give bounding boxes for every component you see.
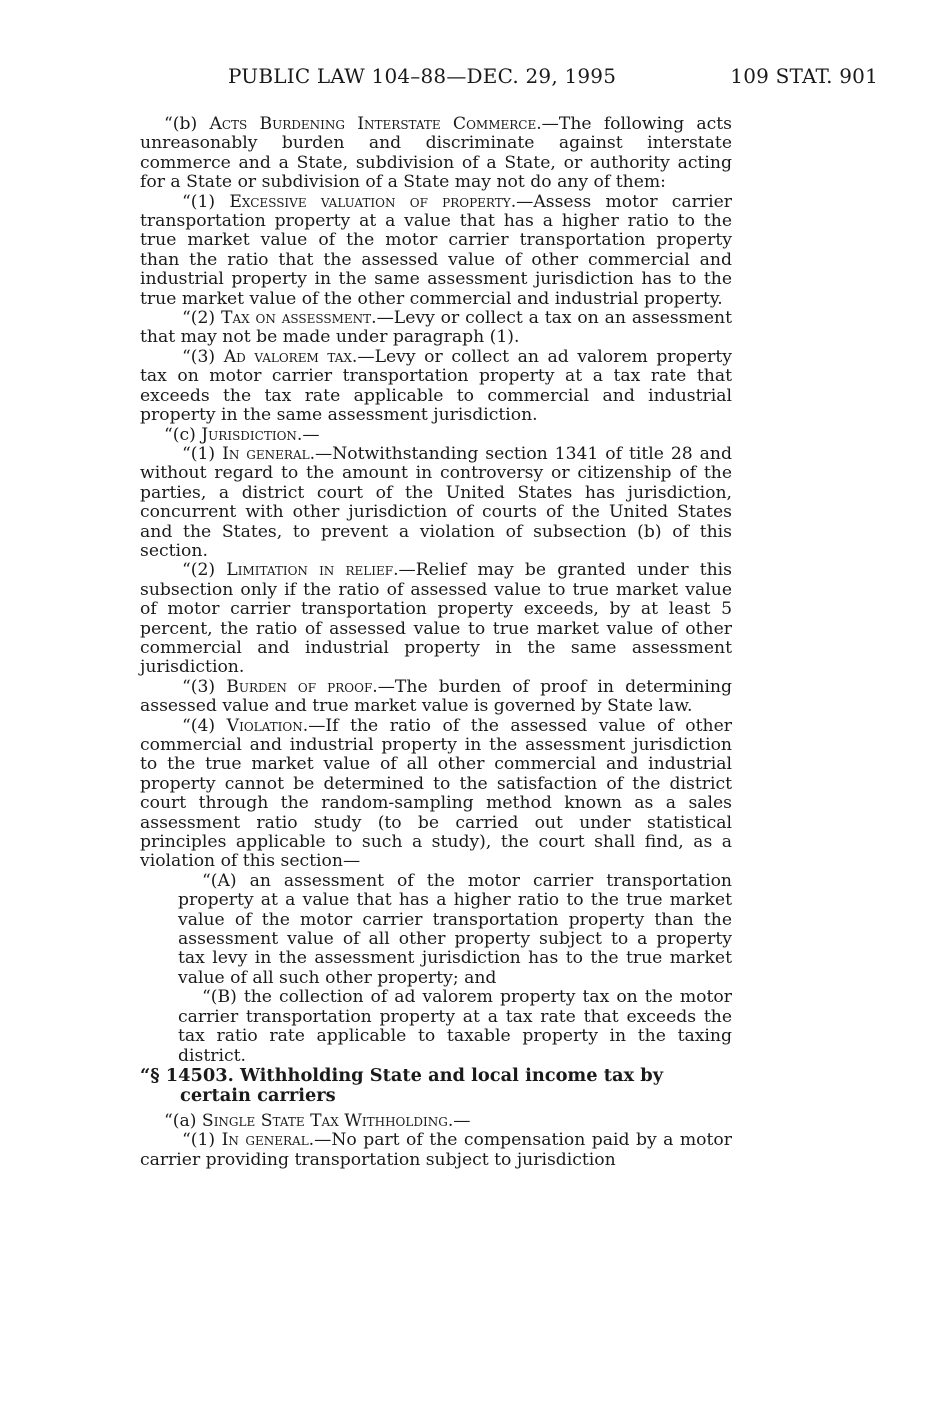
paragraph-b3-heading: Ad valorem tax [223, 346, 352, 367]
subsection-c-lead: “(c) [164, 424, 202, 445]
statute-page-number: 109 STAT. 901 [730, 64, 878, 88]
paragraph-c2-heading: Limitation in relief [226, 560, 394, 581]
paragraph-c4-heading: Violation [226, 715, 303, 736]
paragraph-b1-heading: Excessive valuation of property [229, 191, 511, 212]
paragraph-a1-text: .—No part of the compensation paid by a motor carrier providing transportation subject to jurisdiction [140, 1130, 732, 1170]
subsection-a-heading: Single State Tax Withholding [201, 1110, 448, 1131]
paragraph-c2-text: .—Relief may be granted under this subsection only if the ratio of assessed value to true market value of motor carrier transportation property exceeds, by at least 5 percent, the ratio of assessed value to true market value of other commercial and industrial property in the same assessment jurisdiction. [140, 560, 732, 678]
subsection-b-text: .—The following acts unreasonably burden and discriminate against interstate commerce and a State, subdivision of a State, or authority acting for a State or subdivision of a State may not do any of them: [140, 114, 732, 193]
paragraph-c2 [140, 561, 732, 677]
subsection-a [140, 1112, 732, 1131]
paragraph-b2-lead: “(2) [182, 308, 221, 329]
paragraph-c3-lead: “(3) [182, 676, 227, 697]
paragraph-c1-heading: In general [222, 443, 310, 464]
subsection-b [140, 115, 732, 193]
paragraph-c3-heading: Burden of proof [226, 676, 373, 697]
subsection-c-text: .— [296, 424, 320, 445]
paragraph-b3-text: .—Levy or collect an ad valorem property tax on motor carrier transportation property at a tax rate that exceeds the tax rate applicable to commercial and industrial property in the same assessment jurisdiction. [140, 346, 732, 426]
subsection-a-lead: “(a) [164, 1110, 202, 1131]
public-law-citation: PUBLIC LAW 104–88—DEC. 29, 1995 [228, 64, 617, 88]
section-14503-heading: “§ 14503. Withholding State and local income tax by certain carriers [140, 1064, 664, 1106]
paragraph-c1-text: .—Notwithstanding section 1341 of title 28 and without regard to the amount in controversy or citizenship of the parties, a district court of the United States has jurisdiction, concurrent with other jurisdiction of courts of the United States and the States, to prevent a violation of subsection (b) of this section. [140, 443, 732, 561]
subparagraph-c4b: “(B) the collection of ad valorem property tax on the motor carrier transportation property at a tax rate that exceeds the tax ratio rate applicable to taxable property in the taxing district. [178, 987, 732, 1066]
subsection-a-text: .— [447, 1110, 471, 1131]
paragraph-a1-lead: “(1) [182, 1130, 222, 1151]
paragraph-c4 [140, 717, 732, 872]
paragraph-b2-heading: Tax on assessment [221, 308, 372, 329]
paragraph-c4-lead: “(4) [182, 715, 227, 736]
paragraph-a1-heading: In general [221, 1130, 309, 1151]
paragraph-c3-text: .—The burden of proof in determining assessed value and true market value is governed by State law. [140, 676, 732, 717]
paragraph-b1 [140, 193, 732, 309]
paragraph-c2-lead: “(2) [182, 560, 227, 581]
paragraph-c1 [140, 445, 732, 561]
paragraph-a1 [140, 1131, 732, 1170]
document-body [140, 115, 732, 1170]
paragraph-c1-lead: “(1) [182, 443, 223, 464]
subsection-b-heading: Acts Burdening Interstate Commerce [209, 114, 537, 134]
paragraph-b2-text: .—Levy or collect a tax on an assessment that may not be made under paragraph (1). [140, 308, 732, 348]
paragraph-b3-lead: “(3) [182, 346, 224, 367]
subsection-b-lead: “(b) [164, 114, 210, 134]
paragraph-b1-lead: “(1) [182, 191, 230, 212]
subsection-c [140, 426, 732, 445]
paragraph-b3 [140, 348, 732, 426]
paragraph-b1-text: .—Assess motor carrier transportation property at a value that has a higher ratio to the true market value of the motor carrier transportation property than the ratio that the assessed value of other commercial and industrial property in the same assessment jurisdiction has to the true market value of the other commercial and industrial property. [140, 191, 732, 309]
paragraph-b2 [140, 309, 732, 348]
subsection-c-heading: Jurisdiction [201, 424, 297, 445]
page-header [140, 64, 878, 90]
subparagraph-c4a: “(A) an assessment of the motor carrier transportation property at a value that has a higher ratio to the true market value of the motor carrier transportation property than the assessment value of all other property subject to a property tax levy in the assessment jurisdiction has to the true market value of all such other property; and [178, 870, 732, 988]
paragraph-c4-text: .—If the ratio of the assessed value of other commercial and industrial property in the assessment jurisdiction to the true market value of all other commercial and industrial property cannot be determined to the satisfaction of the district court through the random-sampling method known as a sales assessment ratio study (to be carried out under statistical principles applicable to such a study), the court shall find, as a violation of this section— [140, 715, 732, 872]
paragraph-c3 [140, 678, 732, 717]
